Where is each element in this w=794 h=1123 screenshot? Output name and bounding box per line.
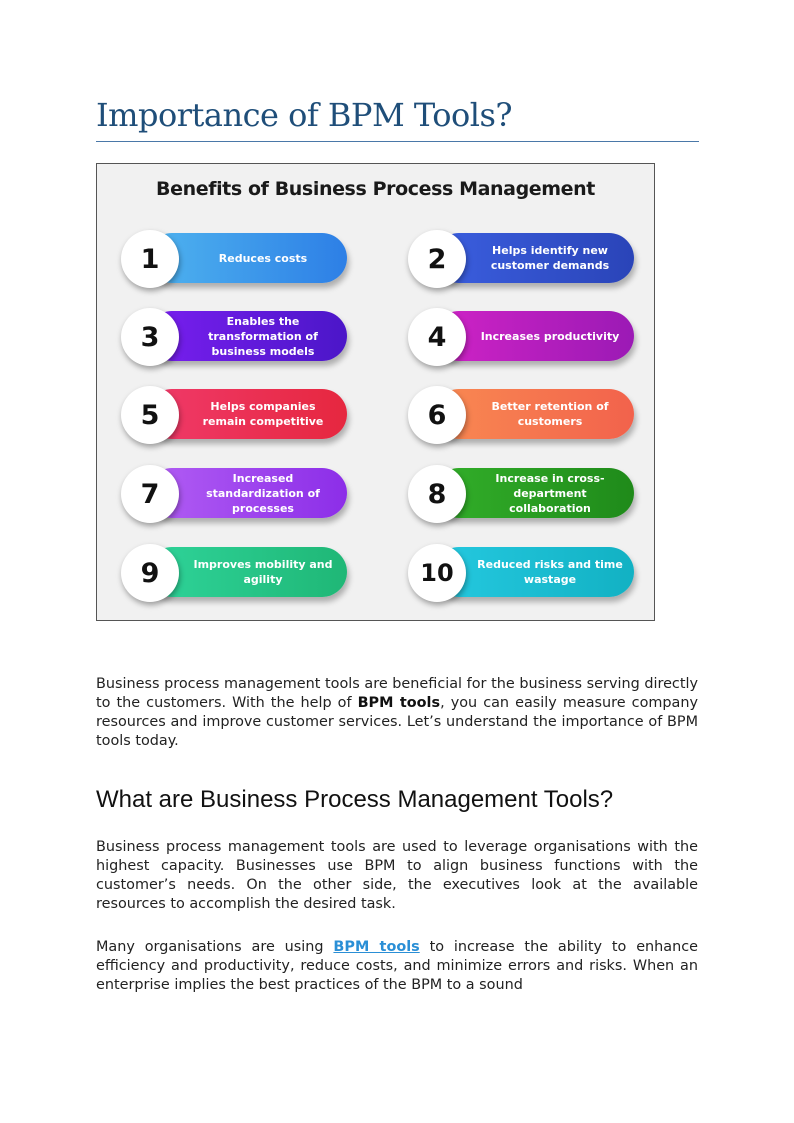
intro-text-end: , you can easily measure company resources and improve customer services. Let’s understand the importance of BPM tools today. <box>96 695 698 749</box>
benefit-text: Increases productivity <box>480 329 620 343</box>
definition-paragraph: Business process management tools are used to leverage organisations with the highest capacity. Businesses use BPM to align business functions with the customer’s needs. On the other side, the executives look at the available resources to accomplish the desired task. <box>96 839 698 912</box>
benefit-item-9 <box>121 544 349 602</box>
benefit-number: 4 <box>408 308 466 366</box>
benefit-text: Better retention of customers <box>491 400 609 428</box>
usage-paragraph <box>96 938 698 995</box>
benefit-text: Improves mobility and agility <box>193 558 333 586</box>
benefit-text: Helps identify new customer demands <box>490 244 610 272</box>
title-divider <box>96 141 699 142</box>
benefit-text: Enables the transformation of business models <box>208 314 318 358</box>
benefit-item-2 <box>408 230 636 288</box>
benefit-number: 1 <box>121 230 179 288</box>
benefit-text: Increase in cross-department collaboration <box>495 471 605 515</box>
benefit-item-7 <box>121 465 349 523</box>
benefit-item-10 <box>408 544 636 602</box>
benefit-text: Reduces costs <box>218 251 308 265</box>
page-title: Importance of BPM Tools? <box>96 96 513 134</box>
benefit-number: 9 <box>121 544 179 602</box>
intro-text-start: Business process management tools are beneficial for the business serving directly to the customers. With the help of <box>96 676 698 711</box>
benefit-text: Reduced risks and time wastage <box>477 558 623 586</box>
benefit-text: Helps companies remain competitive <box>202 400 324 428</box>
benefit-number: 7 <box>121 465 179 523</box>
benefit-text: Increased standardization of processes <box>206 471 320 515</box>
benefit-number: 6 <box>408 386 466 444</box>
bpm-tools-link[interactable]: BPM tools <box>333 939 420 955</box>
benefit-item-3 <box>121 308 349 366</box>
benefit-item-6 <box>408 386 636 444</box>
benefit-number: 10 <box>408 544 466 602</box>
benefit-item-1 <box>121 230 349 288</box>
benefit-item-8 <box>408 465 636 523</box>
benefit-number: 8 <box>408 465 466 523</box>
bpm-tools-bold: BPM tools <box>357 695 441 711</box>
section-heading: What are Business Process Management Tools? <box>96 786 614 813</box>
intro-paragraph <box>96 675 698 751</box>
usage-text-start: Many organisations are using <box>96 939 334 955</box>
infographic-title: Benefits of Business Process Management <box>156 178 595 200</box>
benefit-item-5 <box>121 386 349 444</box>
benefit-number: 3 <box>121 308 179 366</box>
benefit-number: 5 <box>121 386 179 444</box>
benefit-number: 2 <box>408 230 466 288</box>
bpm-benefits-infographic <box>96 163 655 621</box>
usage-text-end: to increase the ability to enhance efficiency and productivity, reduce costs, and minimize errors and risks. When an enterprise implies the best practices of the BPM to a sound <box>96 939 698 993</box>
benefit-item-4 <box>408 308 636 366</box>
